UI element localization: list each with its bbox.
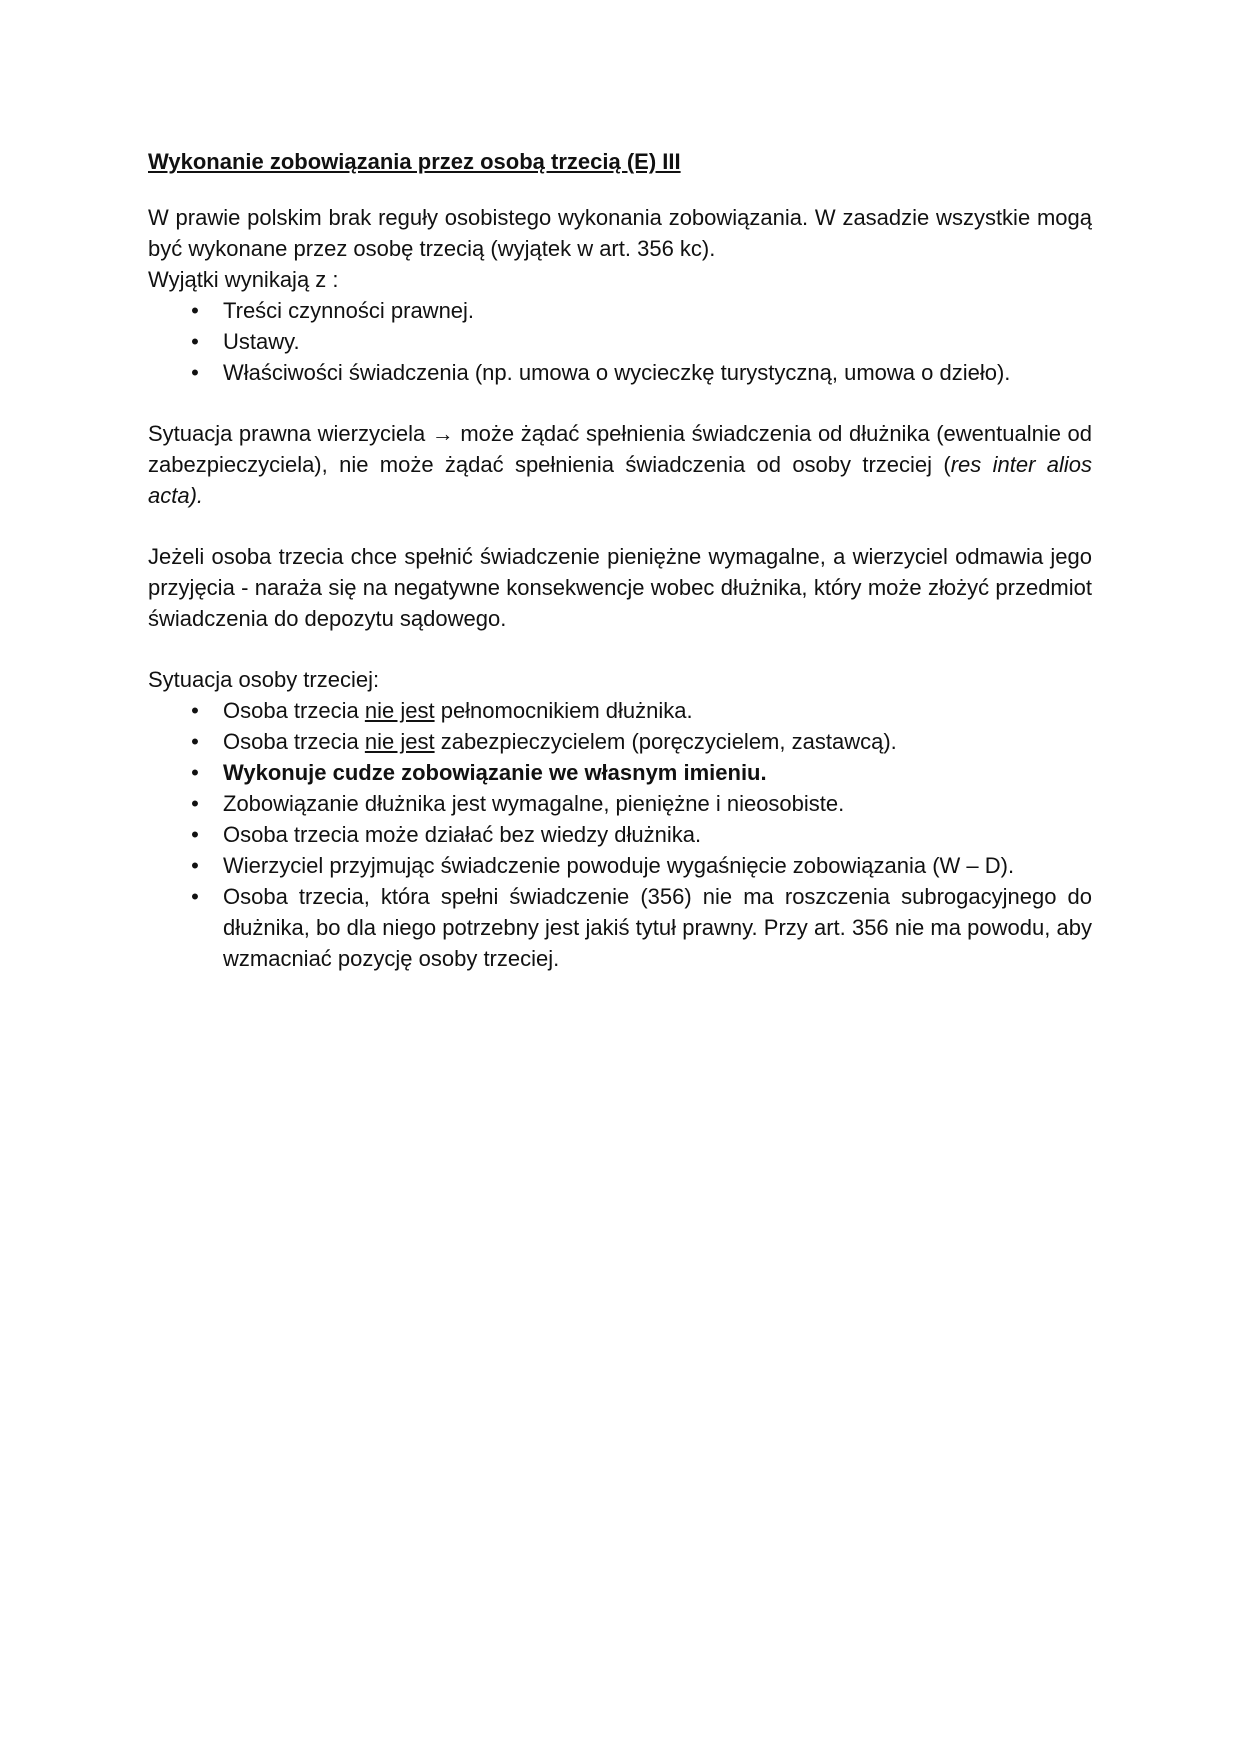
list-item: [191, 788, 1092, 819]
paragraph-exceptions-intro: Wyjątki wynikają z :: [148, 267, 339, 292]
bullet-icon: •: [191, 329, 199, 354]
bullet-icon: •: [191, 884, 199, 909]
bullet-icon: •: [191, 698, 199, 723]
text-segment: ).: [189, 483, 204, 508]
underlined-phrase: nie jest: [364, 729, 435, 754]
list-item-text: Osoba trzecia może działać bez wiedzy dłużnika.: [223, 822, 702, 847]
list-item: [191, 850, 1092, 881]
list-item: [191, 695, 1092, 726]
underlined-phrase: nie jest: [364, 698, 435, 723]
list-item: [191, 326, 1092, 357]
text-segment: Osoba trzecia: [223, 698, 359, 723]
bullet-icon: •: [191, 760, 199, 785]
spacer: [148, 634, 1092, 664]
paragraph-creditor-situation: [148, 418, 1092, 511]
document-title: Wykonanie zobowiązania przez osobą trzecią (E) III: [148, 149, 681, 174]
text-segment: pełnomocnikiem dłużnika.: [440, 698, 693, 723]
list-item-text: Wierzyciel przyjmując świadczenie powoduje wygaśnięcie zobowiązania (W – D).: [223, 853, 1015, 878]
list-item-text: Treści czynności prawnej.: [223, 298, 475, 323]
bullet-icon: •: [191, 298, 199, 323]
spacer: [148, 388, 1092, 418]
exceptions-list: [148, 295, 1092, 388]
bullet-icon: •: [191, 360, 199, 385]
text-segment: może żądać spełnienia świadczenia od dłużnika (ewentualnie od zabezpieczyciela), nie może żądać spełnienia świadczenia od osoby trzeciej (: [148, 421, 1092, 477]
paragraph-third-party-intro: Sytuacja osoby trzeciej:: [148, 667, 380, 692]
list-item: [191, 726, 1092, 757]
text-segment: Sytuacja prawna wierzyciela: [148, 421, 426, 446]
text-segment: Osoba trzecia: [223, 729, 359, 754]
bold-list-item-text: Wykonuje cudze zobowiązanie we własnym imieniu.: [223, 760, 767, 785]
list-item: [191, 295, 1092, 326]
list-item: [191, 881, 1092, 974]
bullet-icon: •: [191, 791, 199, 816]
third-party-list: [148, 695, 1092, 974]
list-item-text: Zobowiązanie dłużnika jest wymagalne, pieniężne i nieosobiste.: [223, 791, 845, 816]
text-segment: zabezpieczycielem (poręczycielem, zastawcą).: [440, 729, 897, 754]
right-arrow-icon: →: [431, 421, 454, 446]
list-item-text: Osoba trzecia, która spełni świadczenie (356) nie ma roszczenia subrogacyjnego do dłużnika, bo dla niego potrzebny jest jakiś tytuł prawny. Przy art. 356 nie ma powodu, aby wzmacniać pozycję osoby trzeciej.: [223, 884, 1092, 971]
bullet-icon: •: [191, 729, 199, 754]
list-item-text: Właściwości świadczenia (np. umowa o wycieczkę turystyczną, umowa o dzieło).: [223, 360, 1011, 385]
list-item: [191, 357, 1092, 388]
bullet-icon: •: [191, 822, 199, 847]
list-item: [191, 757, 1092, 788]
list-item-text: Ustawy.: [223, 329, 300, 354]
paragraph-deposit: Jeżeli osoba trzecia chce spełnić świadczenie pieniężne wymagalne, a wierzyciel odmawia jego przyjęcia - naraża się na negatywne konsekwencje wobec dłużnika, który może złożyć przedmiot świadczenia do depozytu sądowego.: [148, 544, 1092, 631]
bullet-icon: •: [191, 853, 199, 878]
paragraph-general-rule: W prawie polskim brak reguły osobistego wykonania zobowiązania. W zasadzie wszystkie mogą być wykonane przez osobę trzecią (wyjątek w art. 356 kc).: [148, 205, 1092, 261]
latin-phrase: res inter alios acta: [148, 452, 1092, 508]
list-item: [191, 819, 1092, 850]
spacer: [148, 511, 1092, 541]
